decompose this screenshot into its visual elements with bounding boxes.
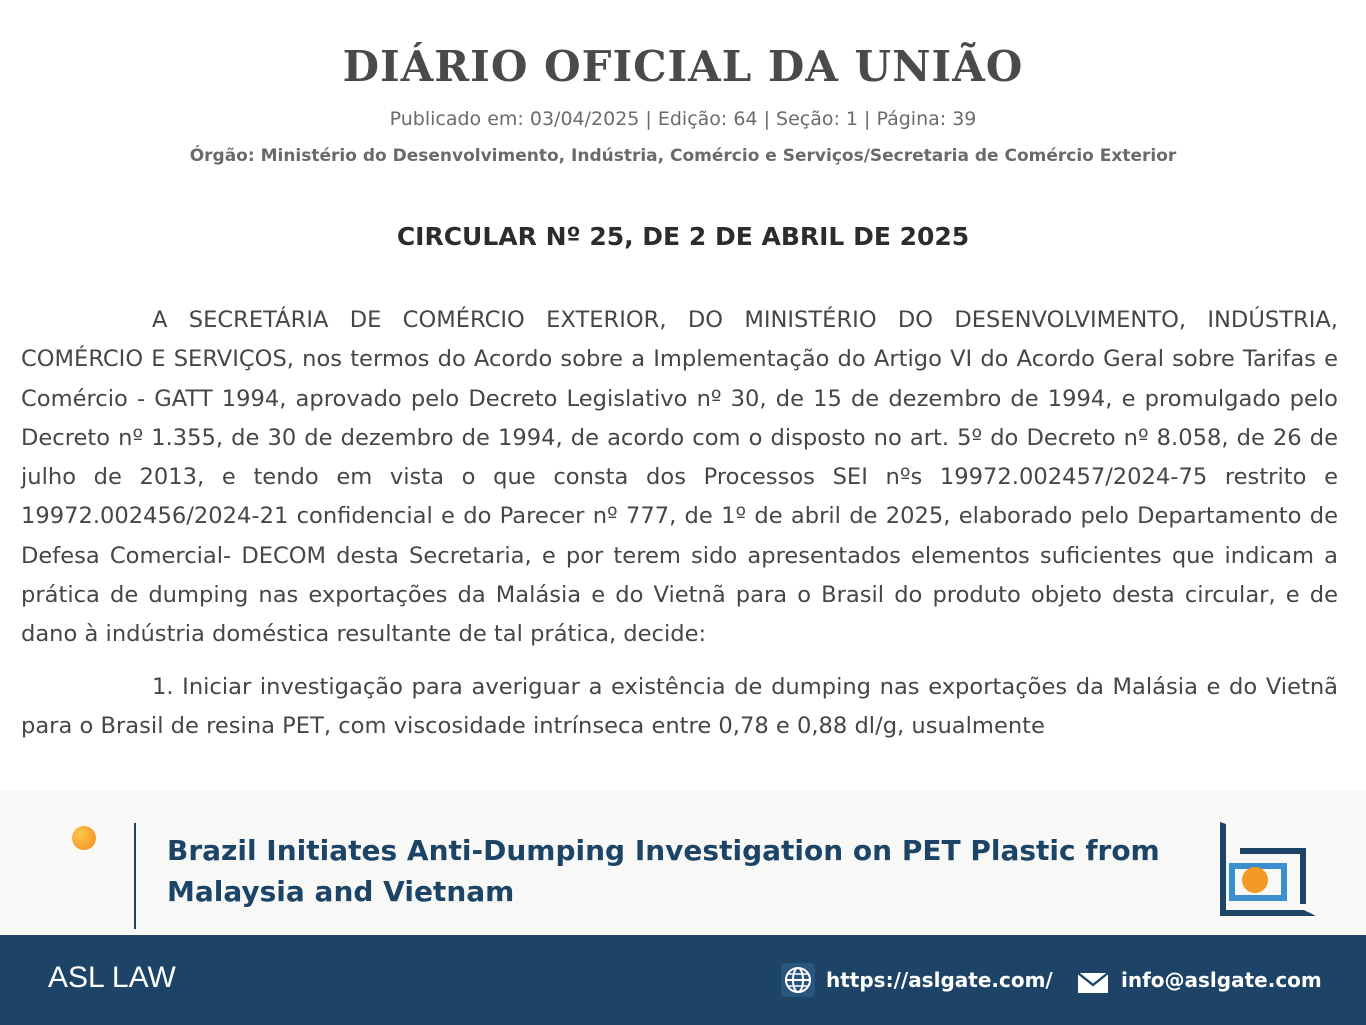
mail-icon	[1077, 972, 1109, 994]
body-paragraph: 1. Iniciar investigação para averiguar a existência de dumping nas exportações da Malásia e do Vietnã para o Brasil de resina PET, com viscosidade intrínseca entre 0,78 e 0,88 dl/g, usualmente	[21, 673, 1338, 739]
footer-bar	[0, 935, 1366, 1025]
asl-logo	[1218, 822, 1316, 917]
document-body	[21, 301, 1338, 746]
issuing-organ: Órgão: Ministério do Desenvolvimento, Indústria, Comércio e Serviços/Secretaria de Comércio Exterior	[189, 146, 1177, 166]
orange-dot-icon	[72, 826, 96, 850]
publication-meta: Publicado em: 03/04/2025 | Edição: 64 | Seção: 1 | Página: 39	[389, 108, 977, 130]
circular-heading: CIRCULAR Nº 25, DE 2 DE ABRIL DE 2025	[396, 222, 970, 251]
article-headline: Brazil Initiates Anti-Dumping Investigation on PET Plastic from Malaysia and Vietnam	[167, 834, 1160, 908]
banner-divider	[134, 823, 136, 929]
brand-name: ASL LAW	[48, 961, 176, 994]
globe-icon	[781, 963, 815, 997]
body-paragraph: A SECRETÁRIA DE COMÉRCIO EXTERIOR, DO MINISTÉRIO DO DESENVOLVIMENTO, INDÚSTRIA, COMÉRCIO E SERVIÇOS, nos termos do Acordo sobre a Implementação do Artigo VI do Acordo Geral sobre Tarifas e Comércio - GATT 1994, aprovado pelo Decreto Legislativo nº 30, de 15 de dezembro de 1994, e promulgado pelo Decreto nº 1.355, de 30 de dezembro de 1994, de acordo com o disposto no art. 5º do Decreto nº 8.058, de 26 de julho de 2013, e tendo em vista o que consta dos Processos SEI nºs 19972.002457/2024-75 restrito e 19972.002456/2024-21 confidencial e do Parecer nº 777, de 1º de abril de 2025, elaborado pelo Departamento de Defesa Comercial- DECOM desta Secretaria, e por terem sido apresentados elementos suficientes que indicam a prática de dumping nas exportações da Malásia e do Vietnã para o Brasil do produto objeto desta circular, e de dano à indústria doméstica resultante de tal prática, decide:	[21, 307, 1338, 648]
email-link[interactable]: info@aslgate.com	[1121, 968, 1322, 992]
website-link[interactable]: https://aslgate.com/	[826, 968, 1053, 992]
gazette-title: DIÁRIO OFICIAL DA UNIÃO	[342, 42, 1024, 91]
